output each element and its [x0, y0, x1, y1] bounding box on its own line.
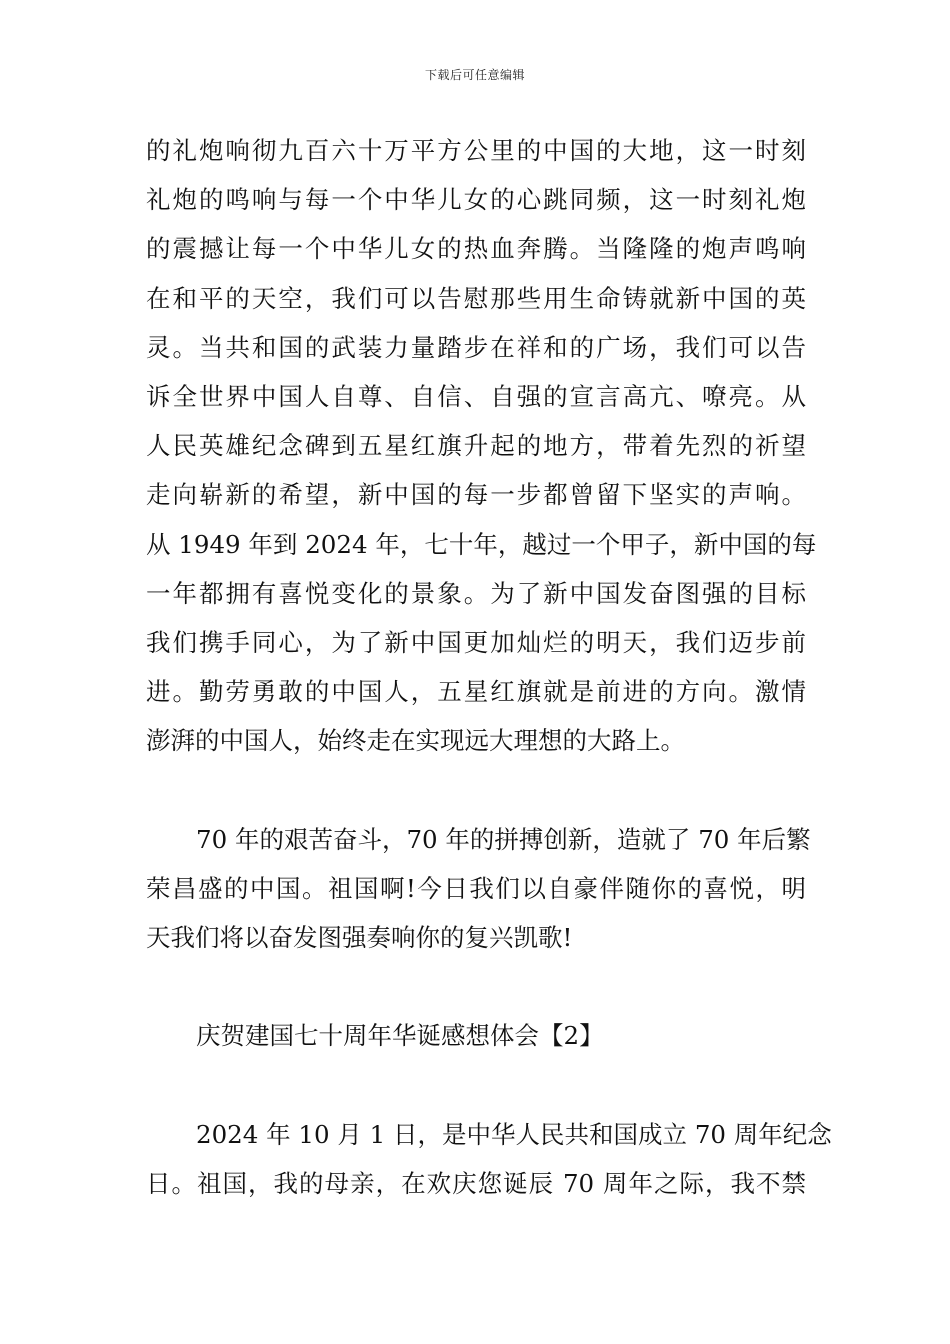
text-line: 灵。当共和国的武装力量踏步在祥和的广场，我们可以告: [146, 332, 806, 362]
text-line: 走向崭新的希望，新中国的每一步都曾留下坚实的声响。: [146, 480, 806, 510]
paragraph-1: [146, 126, 817, 765]
text-line: 的礼炮响彻九百六十万平方公里的中国的大地，这一时刻: [146, 136, 806, 165]
text-line: 澎湃的中国人，始终走在实现远大理想的大路上。: [146, 726, 685, 756]
document-body: [146, 126, 832, 1208]
text-line: 从 1949 年到 2024 年，七十年，越过一个甲子，新中国的每: [146, 529, 817, 559]
paragraph-gap: [146, 765, 806, 814]
text-line: 我们携手同心，为了新中国更加灿烂的明天，我们迈步前: [146, 627, 806, 657]
text-line: 日。祖国，我的母亲，在欢庆您诞辰 70 周年之际，我不禁: [146, 1168, 806, 1198]
paragraph-gap: [146, 1061, 806, 1110]
section-heading: [146, 1011, 806, 1060]
text-line: 一年都拥有喜悦变化的景象。为了新中国发奋图强的目标: [146, 578, 806, 608]
paragraph-2: [146, 815, 811, 963]
text-line: 荣昌盛的中国。祖国啊!今日我们以自豪伴随你的喜悦，明: [146, 873, 806, 903]
section-heading-text: 庆贺建国七十周年华诞感想体会【2】: [196, 1021, 604, 1051]
paragraph-3: [146, 1110, 832, 1208]
paragraph-gap: [146, 962, 806, 1011]
text-line: 在和平的天空，我们可以告慰那些用生命铸就新中国的英: [146, 283, 806, 313]
text-line: 诉全世界中国人自尊、自信、自强的宣言高亢、嘹亮。从: [146, 381, 806, 411]
text-line: 人民英雄纪念碑到五星红旗升起的地方，带着先烈的祈望: [146, 431, 806, 461]
text-line: 70 年的艰苦奋斗，70 年的拼搏创新，造就了 70 年后繁: [196, 824, 811, 854]
text-line: 进。勤劳勇敢的中国人，五星红旗就是前进的方向。激情: [146, 677, 806, 707]
page-header: 下载后可任意编辑: [424, 68, 525, 82]
text-line: 的震撼让每一个中华儿女的热血奔腾。当隆隆的炮声鸣响: [146, 234, 806, 264]
text-line: 天我们将以奋发图强奏响你的复兴凯歌!: [146, 923, 573, 952]
text-line: 礼炮的鸣响与每一个中华儿女的心跳同频，这一时刻礼炮: [146, 185, 806, 215]
text-line: 2024 年 10 月 1 日，是中华人民共和国成立 70 周年纪念: [196, 1119, 832, 1149]
